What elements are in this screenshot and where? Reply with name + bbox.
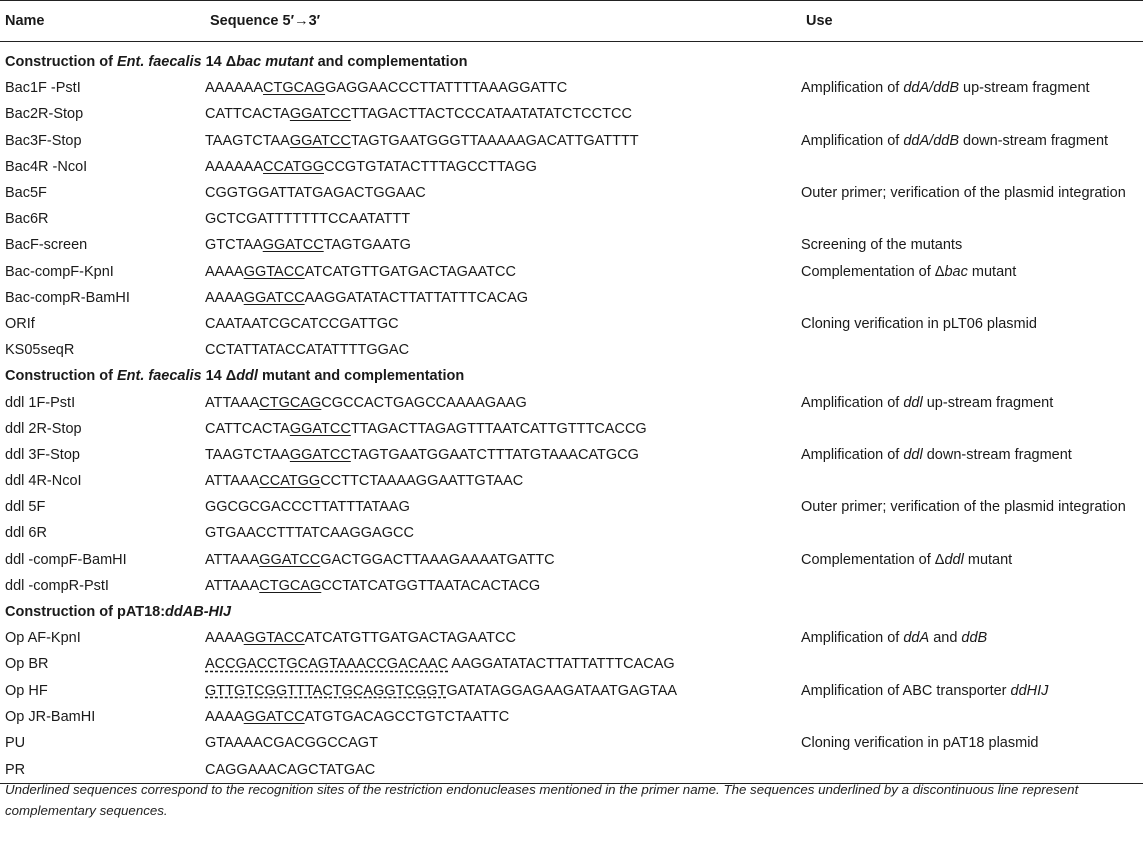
use-text: mutant: [963, 551, 1013, 568]
primer-sequence: [205, 75, 801, 101]
primer-name: Bac2R-Stop: [5, 106, 84, 123]
sequence-part: AAAA: [205, 289, 244, 306]
table-row: [0, 232, 1143, 258]
sequence-part: TAGTGAATG: [323, 237, 411, 254]
primer-name: BacF-screen: [5, 237, 88, 254]
primer-name: KS05seqR: [5, 342, 75, 359]
sequence-part: TTAGACTTACTCCCATAATATATCTCCTCC: [350, 106, 632, 123]
sequence-part: AAAAAA: [205, 158, 264, 175]
primer-use: [801, 678, 1143, 704]
primer-sequence: [205, 285, 801, 311]
sequence-part: TAGTGAATGGGTTAAAAAGACATTGATTTT: [350, 132, 639, 149]
restriction-site: GGATCC: [289, 446, 351, 463]
table-row: [0, 389, 1143, 415]
primer-name: PR: [0, 756, 205, 784]
use-text: Cloning verification in pLT06 plasmid: [801, 315, 1037, 332]
sequence-part: CAATAATCGCATCCGATTGC: [205, 315, 399, 332]
complementary-sequence: GTTGTCGGTTTACTGCAGGTCGGT: [205, 682, 447, 699]
primer-use: [801, 520, 1143, 546]
table-row: [0, 520, 1143, 546]
sequence-part: GTGAACCTTTATCAAGGAGCC: [205, 525, 414, 542]
gene-name: ddl: [944, 551, 964, 568]
sequence-part: CGCCACTGAGCCAAAAGAAG: [321, 394, 527, 411]
primer-sequence: [205, 128, 801, 154]
restriction-site: GGATCC: [243, 289, 305, 306]
section-row: [0, 599, 1143, 625]
table-row: [0, 101, 1143, 127]
primer-name: Bac1F -PstI: [5, 80, 81, 97]
primer-use: [801, 468, 1143, 494]
section-text: 14 Δ: [201, 368, 237, 385]
table-row: [0, 442, 1143, 468]
primer-name: ddl 5F: [5, 499, 46, 516]
primer-use: [801, 573, 1143, 599]
use-text: up-stream fragment: [959, 80, 1090, 97]
primer-name: ddl 3F-Stop: [5, 446, 80, 463]
primer-use: [801, 416, 1143, 442]
gene-name: ddA: [903, 630, 930, 647]
section-italic: ddl: [236, 368, 258, 385]
sequence-part: AAAA: [205, 263, 244, 280]
section-title: [0, 42, 1143, 76]
use-text: Amplification of: [801, 132, 904, 149]
primer-name: PU: [5, 734, 26, 751]
use-text: Amplification of: [801, 80, 904, 97]
primer-sequence: [205, 259, 801, 285]
restriction-site: CTGCAG: [259, 577, 322, 594]
restriction-site: GGATCC: [259, 551, 321, 568]
table-row: [0, 180, 1143, 206]
primer-name: Op BR: [5, 656, 49, 673]
sequence-part: GTCTAA: [205, 237, 263, 254]
use-text: down-stream fragment: [959, 132, 1109, 149]
sequence-part: GTAAAACGACGGCCAGT: [205, 734, 378, 751]
sequence-part: AAAA: [205, 630, 244, 647]
sequence-part: GACTGGACTTAAAGAAAATGATTC: [320, 551, 555, 568]
primer-sequence: [205, 520, 801, 546]
section-row: [0, 363, 1143, 389]
primer-name: Op JR-BamHI: [5, 708, 96, 725]
restriction-site: GGTACC: [243, 630, 305, 647]
header-use: Use: [801, 1, 1143, 42]
primer-name: ddl -compR-PstI: [5, 577, 109, 594]
primer-use: [801, 730, 1143, 756]
use-text: Amplification of: [801, 630, 904, 647]
sequence-part: CCTATTATACCATATTTTGGAC: [205, 342, 410, 359]
table-row: [0, 573, 1143, 599]
section-title: [0, 363, 1143, 389]
primer-sequence: [205, 730, 801, 756]
sequence-part: AAGGATATACTTATTATTTCACAG: [448, 656, 675, 673]
header-name: Name: [0, 1, 205, 42]
restriction-site: GGATCC: [289, 420, 351, 437]
table-footnote: Underlined sequences correspond to the recognition sites of the restriction endonucleases mentioned in the primer name. The sequences underlined by a discontinuous line represent complementary sequences.: [5, 782, 1079, 818]
use-text: up-stream fragment: [922, 394, 1054, 411]
table-row: [0, 337, 1143, 363]
sequence-part: CCTTCTAAAAGGAATTGTAAC: [320, 473, 524, 490]
table-row: [0, 128, 1143, 154]
table-row: [0, 206, 1143, 232]
sequence-part: CGGTGGATTATGAGACTGGAAC: [205, 185, 426, 202]
primer-sequence: [205, 678, 801, 704]
primer-use: [801, 442, 1143, 468]
primer-name: Bac5F: [5, 185, 47, 202]
sequence-part: GATATAGGAGAAGATAATGAGTAA: [446, 682, 678, 699]
section-text: Construction of: [5, 54, 117, 71]
sequence-part: AAAA: [205, 708, 244, 725]
primer-name: ddl 2R-Stop: [5, 420, 82, 437]
section-italic: Ent. faecalis: [116, 54, 202, 71]
complementary-sequence: ACCGACCTGCAGTAAACCGACAAC: [205, 656, 449, 673]
restriction-site: CCATGG: [259, 473, 321, 490]
primer-sequence: [205, 337, 801, 363]
sequence-part: ATTAAA: [205, 551, 260, 568]
primer-use: [801, 389, 1143, 415]
table-row: [0, 311, 1143, 337]
gene-name: ddB: [961, 630, 988, 647]
primer-sequence: [205, 416, 801, 442]
sequence-part: ATCATGTTGATGACTAGAATCC: [304, 263, 516, 280]
use-text: Amplification of: [801, 446, 904, 463]
primer-name: Bac6R: [5, 211, 49, 228]
header-sequence: Sequence 5′→3′: [205, 1, 801, 42]
use-text: and: [929, 630, 962, 647]
use-text: Outer primer; verification of the plasmid integration: [801, 499, 1126, 516]
primer-use: [801, 154, 1143, 180]
use-text: Cloning verification in pAT18 plasmid: [801, 734, 1039, 751]
table-row: [0, 704, 1143, 730]
section-row: [0, 42, 1143, 76]
table-row: [0, 416, 1143, 442]
sequence-part: GCTCGATTTTTTTCCAATATTT: [205, 211, 411, 228]
primer-sequence: [205, 311, 801, 337]
table-row: [0, 678, 1143, 704]
section-text: and complementation: [313, 54, 468, 71]
sequence-part: TTAGACTTAGAGTTTAATCATTGTTTCACCG: [350, 420, 647, 437]
primer-use: [801, 285, 1143, 311]
primer-use: [801, 547, 1143, 573]
primer-use: [801, 206, 1143, 232]
use-text: Screening of the mutants: [801, 237, 963, 254]
primer-use: [801, 128, 1143, 154]
primer-name: Op HF: [5, 682, 48, 699]
table-row: [0, 625, 1143, 651]
primer-use: [801, 337, 1143, 363]
table-header-row: [0, 1, 1143, 42]
section-italic: ddAB-HIJ: [165, 604, 232, 621]
restriction-site: CTGCAG: [259, 394, 322, 411]
primer-use: [801, 651, 1143, 677]
section-italic: bac mutant: [236, 54, 314, 71]
sequence-part: ATTAAA: [205, 394, 260, 411]
section-text: Construction of: [5, 368, 117, 385]
sequence-part: AAAAAA: [205, 80, 264, 97]
primer-sequence: [205, 468, 801, 494]
primer-sequence: [205, 389, 801, 415]
table-row: [0, 154, 1143, 180]
primer-sequence: [205, 547, 801, 573]
use-text: Outer primer; verification of the plasmid integration: [801, 185, 1126, 202]
primer-sequence: [205, 442, 801, 468]
use-text: down-stream fragment: [922, 446, 1072, 463]
gene-name: ddl: [903, 394, 923, 411]
primer-use: [801, 311, 1143, 337]
gene-name: bac: [944, 263, 968, 280]
primer-use: [801, 259, 1143, 285]
table-row: [0, 285, 1143, 311]
use-text: Complementation of Δ: [801, 263, 945, 280]
table-row: [0, 75, 1143, 101]
primer-use: [801, 494, 1143, 520]
sequence-part: ATTAAA: [205, 577, 260, 594]
primer-sequence: [205, 704, 801, 730]
use-text: Amplification of: [801, 394, 904, 411]
restriction-site: GGATCC: [243, 708, 305, 725]
primer-sequence: [205, 232, 801, 258]
use-text: mutant: [967, 263, 1017, 280]
sequence-part: CAGGAAACAGCTATGAC: [205, 761, 376, 778]
table-row: [0, 651, 1143, 677]
primer-sequence: [205, 625, 801, 651]
table-row: [0, 259, 1143, 285]
sequence-part: GGCGCGACCCTTATTTATAAG: [205, 499, 410, 516]
primer-sequence: [205, 494, 801, 520]
primer-name: Bac4R -NcoI: [5, 158, 88, 175]
gene-name: ddA/ddB: [903, 80, 959, 97]
restriction-site: GGATCC: [262, 237, 324, 254]
use-text: Complementation of Δ: [801, 551, 945, 568]
section-text: mutant and complementation: [257, 368, 465, 385]
primer-sequence: [205, 651, 801, 677]
gene-name: ddl: [903, 446, 923, 463]
primer-use: [801, 101, 1143, 127]
sequence-part: TAGTGAATGGAATCTTTATGTAAACATGCG: [350, 446, 639, 463]
use-text: Amplification of ABC transporter: [801, 682, 1011, 699]
section-text: 14 Δ: [201, 54, 237, 71]
sequence-part: GAGGAACCCTTATTTTAAAGGATTC: [325, 80, 568, 97]
gene-name: ddHIJ: [1010, 682, 1049, 699]
sequence-part: CATTCACTA: [205, 420, 290, 437]
restriction-site: GGTACC: [243, 263, 305, 280]
section-title: [0, 599, 1143, 625]
sequence-part: ATCATGTTGATGACTAGAATCC: [304, 630, 516, 647]
section-italic: Ent. faecalis: [116, 368, 202, 385]
primer-sequence: [205, 573, 801, 599]
table-row: [0, 468, 1143, 494]
primer-name: Bac-compR-BamHI: [5, 289, 130, 306]
primer-name: ddl 6R: [5, 525, 47, 542]
primer-use: [801, 704, 1143, 730]
primer-sequence: [205, 154, 801, 180]
gene-name: ddA/ddB: [903, 132, 959, 149]
sequence-part: AAGGATATACTTATTATTTCACAG: [304, 289, 529, 306]
primer-sequence: [205, 206, 801, 232]
sequence-part: CATTCACTA: [205, 106, 290, 123]
primer-use: [801, 75, 1143, 101]
section-text: Construction of pAT18:: [5, 604, 166, 621]
primer-sequence: [205, 180, 801, 206]
sequence-part: CCGTGTATACTTTAGCCTTAGG: [323, 158, 537, 175]
primer-name: Op AF-KpnI: [5, 630, 81, 647]
table-row: [0, 547, 1143, 573]
sequence-part: ATGTGACAGCCTGTCTAATTC: [304, 708, 510, 725]
restriction-site: GGATCC: [289, 106, 351, 123]
restriction-site: CCATGG: [263, 158, 324, 175]
primer-sequence: [205, 101, 801, 127]
table-row: [0, 494, 1143, 520]
table-body: [0, 42, 1143, 784]
primer-use: [801, 180, 1143, 206]
sequence-part: ATTAAA: [205, 473, 260, 490]
primer-use: [801, 625, 1143, 651]
primer-name: ddl 4R-NcoI: [5, 473, 82, 490]
sequence-part: TAAGTCTAA: [205, 446, 290, 463]
primer-name: Bac-compF-KpnI: [5, 263, 114, 280]
restriction-site: GGATCC: [289, 132, 351, 149]
primer-name: ddl 1F-PstI: [5, 394, 76, 411]
primer-name: ORIf: [5, 315, 35, 332]
primer-name: Bac3F-Stop: [5, 132, 82, 149]
sequence-part: CCTATCATGGTTAATACACTACG: [321, 577, 541, 594]
primer-name: ddl -compF-BamHI: [5, 551, 127, 568]
primer-use: [801, 232, 1143, 258]
table-row: [0, 730, 1143, 756]
restriction-site: CTGCAG: [263, 80, 326, 97]
sequence-part: TAAGTCTAA: [205, 132, 290, 149]
